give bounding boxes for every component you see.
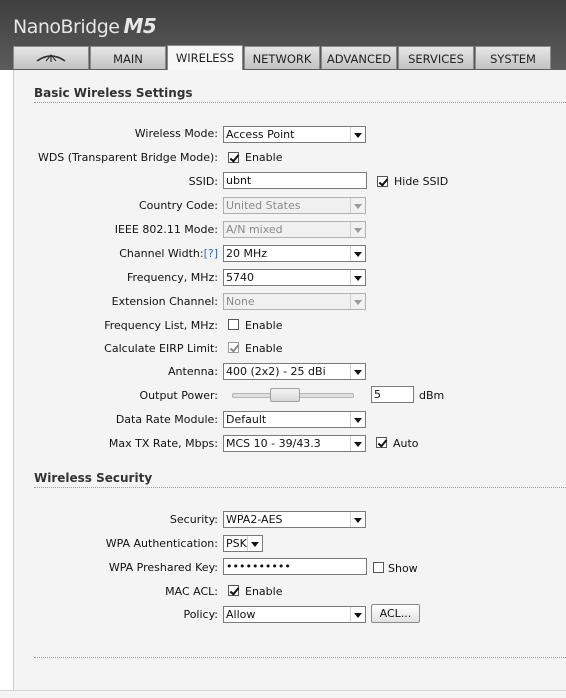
tab-network[interactable]: NETWORK: [244, 46, 320, 69]
tab-services[interactable]: SERVICES: [398, 46, 474, 69]
tab-system[interactable]: SYSTEM: [475, 46, 551, 69]
chevron-down-icon: [350, 294, 365, 309]
channel-width-help-link[interactable]: [?]: [203, 247, 218, 260]
max-tx-auto-checkbox[interactable]: [376, 437, 387, 448]
policy-label: Policy:: [183, 608, 218, 621]
airos-logo-icon: [36, 53, 66, 63]
chevron-down-icon: [350, 412, 365, 427]
tab-main[interactable]: MAIN: [90, 46, 166, 69]
wds-enable-checkbox[interactable]: [228, 152, 239, 163]
antenna-select[interactable]: [223, 363, 366, 380]
country-code-value: United States: [226, 199, 301, 212]
wireless-mode-select[interactable]: [223, 126, 366, 143]
chevron-down-icon: [350, 270, 365, 285]
chevron-down-icon: [350, 512, 365, 527]
output-power-slider-thumb[interactable]: [270, 388, 300, 402]
frequency-label: Frequency, MHz:: [126, 271, 218, 284]
show-key-checkbox[interactable]: [373, 562, 384, 573]
security-select[interactable]: [223, 511, 366, 528]
wireless-mode-value: Access Point: [226, 128, 295, 141]
country-code-label: Country Code:: [138, 199, 218, 212]
country-code-select[interactable]: [223, 197, 366, 214]
extension-channel-value: None: [226, 295, 255, 308]
chevron-down-icon: [247, 536, 262, 551]
section-divider: [34, 487, 566, 488]
tab-airos-logo[interactable]: [13, 46, 89, 69]
tab-wireless[interactable]: WIRELESS: [167, 45, 243, 71]
data-rate-module-select[interactable]: [223, 411, 366, 428]
chevron-down-icon: [350, 246, 365, 261]
frequency-list-label: Frequency List, MHz:: [104, 319, 218, 332]
data-rate-module-value: Default: [226, 413, 267, 426]
wpa-auth-label: WPA Authentication:: [105, 537, 218, 550]
max-tx-rate-label: Max TX Rate, Mbps:: [108, 437, 218, 450]
wireless-security-title: Wireless Security: [34, 471, 153, 485]
basic-wireless-title: Basic Wireless Settings: [34, 86, 193, 100]
hide-ssid-label: Hide SSID: [394, 175, 449, 188]
output-power-label: Output Power:: [139, 389, 218, 402]
wpa-auth-select[interactable]: [223, 535, 263, 552]
ieee-mode-value: A/N mixed: [226, 223, 283, 236]
channel-width-text: Channel Width:: [119, 247, 204, 260]
channel-width-select[interactable]: [223, 245, 366, 262]
max-tx-auto-label: Auto: [393, 437, 419, 450]
eirp-limit-label: Calculate EIRP Limit:: [104, 342, 218, 355]
acl-button[interactable]: ACL...: [371, 604, 420, 623]
chevron-down-icon: [350, 364, 365, 379]
data-rate-module-label: Data Rate Module:: [115, 413, 218, 426]
policy-value: Allow: [226, 608, 256, 621]
product-logo: [13, 14, 156, 38]
section-divider: [34, 102, 566, 103]
security-label: Security:: [169, 513, 218, 526]
chevron-down-icon: [350, 436, 365, 451]
brand-name: NanoBridge: [13, 16, 120, 38]
show-key-label: Show: [388, 562, 418, 575]
chevron-down-icon: [350, 127, 365, 142]
max-tx-rate-value: MCS 10 - 39/43.3: [226, 437, 321, 450]
mac-acl-enable-label: Enable: [245, 585, 283, 598]
chevron-down-icon: [350, 222, 365, 237]
wpa-auth-value: PSK: [226, 537, 247, 550]
ssid-label: SSID:: [188, 175, 218, 188]
wireless-mode-label: Wireless Mode:: [134, 127, 218, 140]
antenna-value: 400 (2x2) - 25 dBi: [226, 365, 326, 378]
eirp-limit-checkbox[interactable]: [228, 342, 239, 353]
channel-width-value: 20 MHz: [226, 247, 268, 260]
brand-model: M5: [123, 14, 157, 38]
frequency-select[interactable]: [223, 269, 366, 286]
wpa-psk-input[interactable]: ••••••••••: [223, 558, 367, 575]
max-tx-rate-select[interactable]: [223, 435, 366, 452]
ieee-mode-select[interactable]: [223, 221, 366, 238]
hide-ssid-checkbox[interactable]: [377, 176, 388, 187]
app-header: [0, 0, 566, 70]
wpa-psk-label: WPA Preshared Key:: [108, 561, 218, 574]
policy-select[interactable]: [223, 606, 366, 623]
ssid-input[interactable]: ubnt: [223, 172, 367, 189]
extension-channel-label: Extension Channel:: [111, 295, 218, 308]
channel-width-label: [119, 247, 218, 260]
mac-acl-label: MAC ACL:: [165, 585, 218, 598]
frequency-list-checkbox[interactable]: [228, 319, 239, 330]
antenna-label: Antenna:: [168, 365, 218, 378]
section-divider: [34, 657, 566, 658]
output-power-unit: dBm: [419, 389, 445, 402]
output-power-input[interactable]: 5: [371, 386, 414, 403]
ieee-mode-label: IEEE 802.11 Mode:: [114, 223, 218, 236]
wds-enable-label: Enable: [245, 151, 283, 164]
frequency-list-enable-label: Enable: [245, 319, 283, 332]
extension-channel-select[interactable]: [223, 293, 366, 310]
mac-acl-checkbox[interactable]: [228, 585, 239, 596]
tab-advanced[interactable]: ADVANCED: [321, 46, 397, 69]
eirp-limit-enable-label: Enable: [245, 342, 283, 355]
frequency-value: 5740: [226, 271, 254, 284]
wds-label: WDS (Transparent Bridge Mode):: [37, 151, 218, 164]
security-value: WPA2-AES: [226, 513, 283, 526]
chevron-down-icon: [350, 607, 365, 622]
chevron-down-icon: [350, 198, 365, 213]
